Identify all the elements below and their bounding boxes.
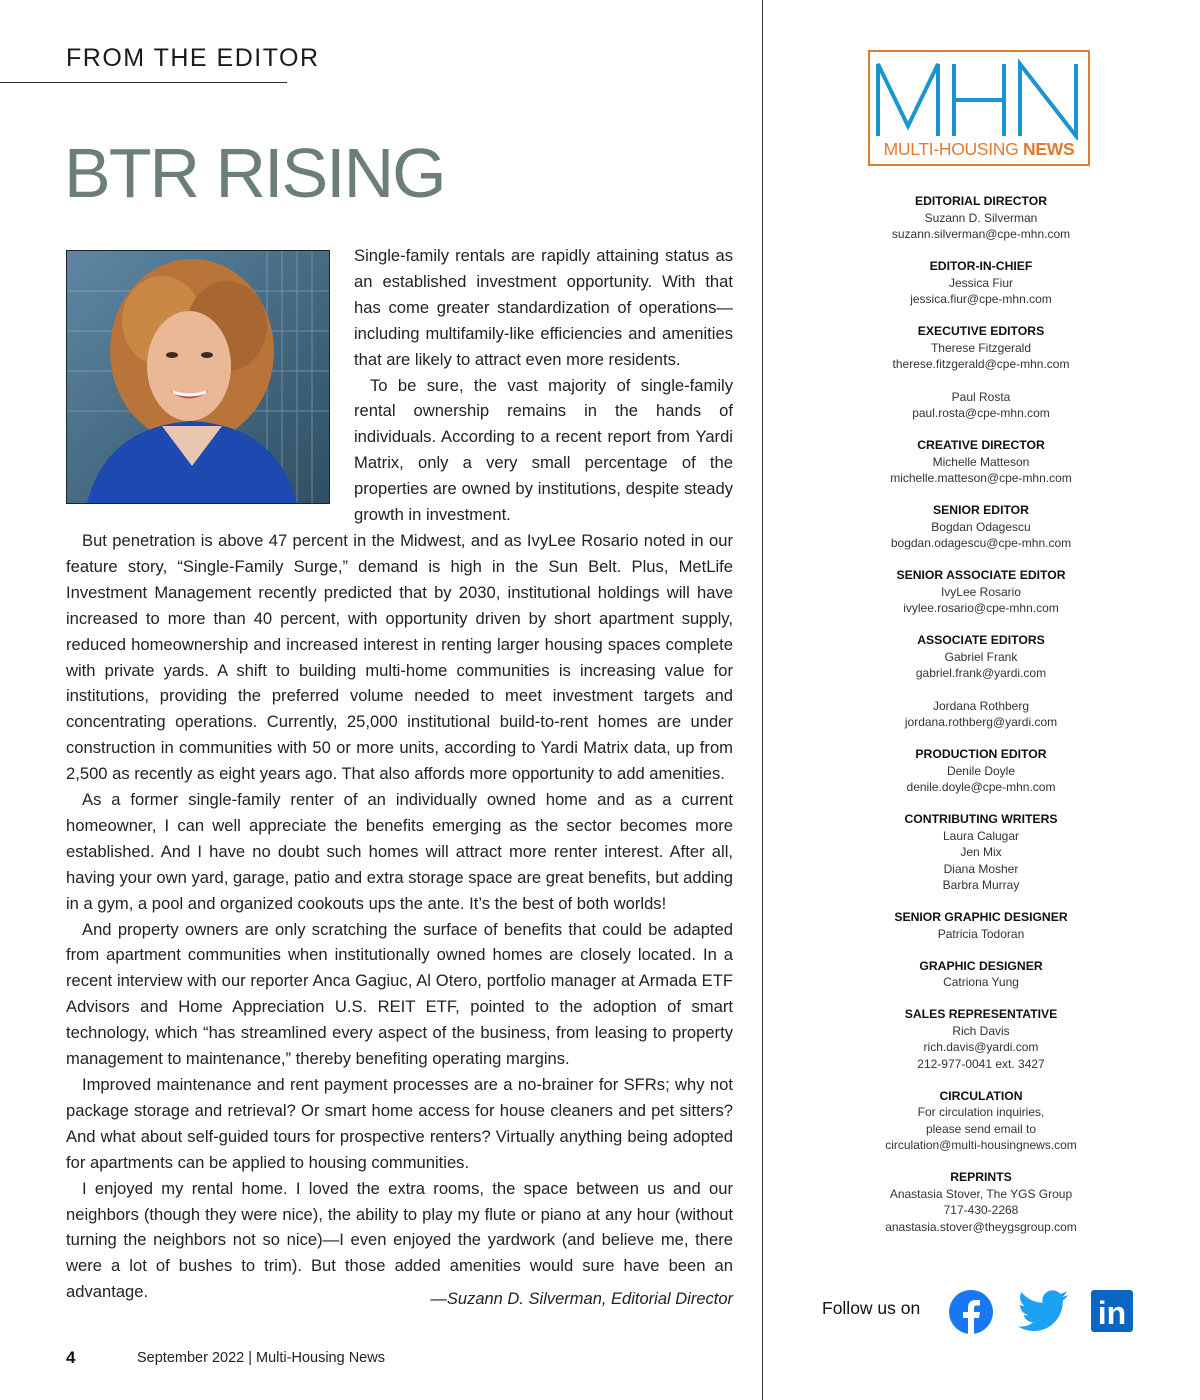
masthead-editor-in-chief: EDITOR-IN-CHIEF Jessica Fiur jessica.fiur@cpe-mhn.com [910, 259, 1052, 306]
facebook-icon[interactable] [948, 1289, 994, 1335]
masthead-senior-graphic-designer: SENIOR GRAPHIC DESIGNER Patricia Todoran [894, 910, 1068, 941]
svg-text:in: in [1097, 1295, 1127, 1331]
mhn-logo-wordmark: MULTI-HOUSING NEWS [883, 139, 1075, 159]
masthead-executive-editors: EXECUTIVE EDITORS Therese Fitzgerald therese.fitzgerald@cpe-mhn.com Paul Rosta paul.rosta@cpe-mhn.com [892, 324, 1070, 420]
masthead-circulation: CIRCULATION For circulation inquiries, please send email to circulation@multi-housingnews.com [885, 1088, 1077, 1152]
paragraph: Improved maintenance and rent payment processes are a no-brainer for SFRs; why not package storage and retrieval? Or smart home access for house cleaners and pet sitters? And what about self-guided tours for prospective renters? Virtually anything being adopted for apartments can be applied to housing communities. [66, 1075, 733, 1172]
masthead-graphic-designer: GRAPHIC DESIGNER Catriona Yung [919, 958, 1043, 989]
mhn-logo [868, 50, 1090, 166]
paragraph: As a former single-family renter of an individually owned home and as a current homeowner, I can well appreciate the benefits emerging as the sector becomes more established. And I have no doubt such homes will attract more renter interest. After all, having your own yard, garage, patio and extra storage space are great benefits, but adding in a gym, a pool and organized cookouts ups the ante. It’s the best of both worlds! [66, 790, 733, 913]
masthead-sales: SALES REPRESENTATIVE Rich Davis rich.davis@yardi.com 212-977-0041 ext. 3427 [904, 1007, 1058, 1071]
article-headline: BTR RISING [64, 134, 445, 212]
follow-us-label: Follow us on [822, 1298, 921, 1318]
masthead-contributing-writers: CONTRIBUTING WRITERS Laura Calugar Jen Mix Diana Mosher Barbra Murray [904, 812, 1058, 892]
footer-issue: September 2022 | Multi-Housing News [137, 1350, 385, 1366]
paragraph: Single-family rentals are rapidly attaining status as an established investment opportunity. With that has come greater standardization of operations—including multifamily-like efficiencies and amenities that are likely to attract even more residents. [354, 246, 733, 369]
page-number: 4 [66, 1348, 76, 1367]
paragraph: To be sure, the vast majority of single-family rental ownership remains in the hands of individuals. According to a recent report from Yardi Matrix, only a very small percentage of the properties are owned by institutions, despite steady growth in investment. [354, 375, 733, 525]
masthead-editorial-director: EDITORIAL DIRECTOR Suzann D. Silverman suzann.silverman@cpe-mhn.com [891, 194, 1071, 241]
masthead-production-editor: PRODUCTION EDITOR Denile Doyle denile.doyle@cpe-mhn.com [906, 747, 1056, 794]
paragraph: I enjoyed my rental home. I loved the extra rooms, the space between us and our neighbors (though they were nice), the ability to play my flute or piano at any hour (without turning the neighbors not so nice)—I even enjoyed the yardwork (and believe me, there were a lot of bushes to trim). But those added amenities would sure have been an advantage. [66, 1178, 733, 1302]
masthead-reprints: REPRINTS Anastasia Stover, The YGS Group 717-430-2268 anastasia.stover@theygsgroup.com [885, 1170, 1077, 1234]
masthead-senior-editor: SENIOR EDITOR Bogdan Odagescu bogdan.odagescu@cpe-mhn.com [890, 503, 1072, 550]
masthead-associate-editors: ASSOCIATE EDITORS Gabriel Frank gabriel.frank@yardi.com Jordana Rothberg jordana.rothberg@yardi.com [904, 633, 1058, 729]
section-divider [0, 82, 287, 83]
masthead-senior-associate-editor: SENIOR ASSOCIATE EDITOR IvyLee Rosario ivylee.rosario@cpe-mhn.com [896, 568, 1066, 615]
column-divider [762, 0, 763, 1400]
masthead [870, 193, 1092, 1251]
paragraph: But penetration is above 47 percent in the Midwest, and as IvyLee Rosario noted in our feature story, “Single-Family Surge,” demand is high in the Sun Belt. Plus, MetLife Investment Management recently predicted that by 2030, institutional holdings will have increased to more than 40 percent, with opportunity driven by short apartment supply, reduced homeownership and increased interest in renting larger housing spaces complete with private yards. A shift to building multi-home communities is increasing value for institutions, providing the preferred volume needed to meet investment targets and concentrating operations. Currently, 25,000 institutional build-to-rent homes are under construction in communities with 50 or more units, according to Yardi Matrix data, up from 2,500 as recently as eight years ago. That also affords more opportunity to add amenities. [66, 530, 733, 784]
section-label: FROM THE EDITOR [66, 44, 320, 72]
article-body [66, 243, 733, 1305]
masthead-creative-director: CREATIVE DIRECTOR Michelle Matteson michelle.matteson@cpe-mhn.com [890, 438, 1072, 485]
paragraph: And property owners are only scratching the surface of benefits that could be adapted from apartment communities when institutionally owned homes are closely located. In a recent interview with our reporter Anca Gagiuc, Al Otero, portfolio manager at Armada ETF Advisors and Home Appreciation U.S. REIT ETF, pointed to the adoption of smart technology, which “has streamlined every aspect of the business, from leasing to property management to maintenance,” thereby benefiting operating margins. [66, 919, 733, 1069]
mhn-logo-mark [870, 56, 1088, 140]
linkedin-icon[interactable] [1090, 1289, 1136, 1335]
svg-text:MHN: MHN [870, 56, 873, 57]
photo-spacer [66, 243, 354, 519]
article-signature: —Suzann D. Silverman, Editorial Director [430, 1290, 733, 1308]
twitter-icon[interactable] [1018, 1289, 1068, 1333]
